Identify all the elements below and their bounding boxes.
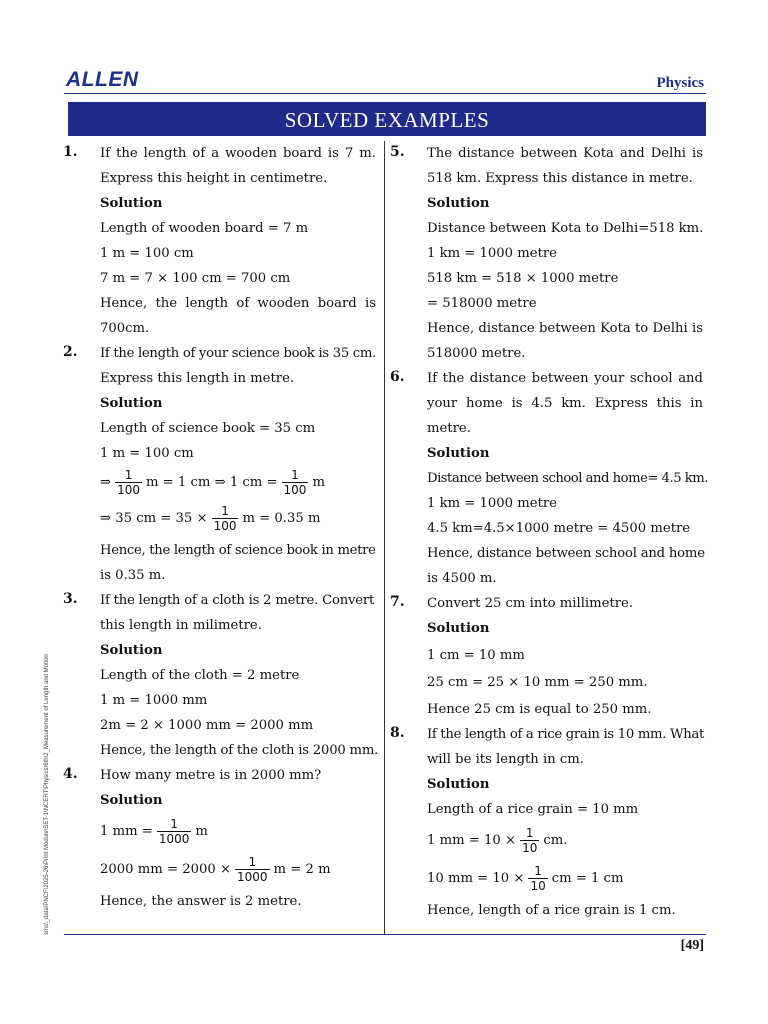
solution-heading: Solution bbox=[100, 793, 163, 808]
question-4 bbox=[63, 763, 376, 914]
solution-heading: Solution bbox=[427, 621, 490, 636]
implies-text: ⇒ bbox=[100, 475, 112, 490]
solution-heading: Solution bbox=[100, 196, 163, 211]
question-3 bbox=[63, 588, 379, 763]
subject-label: Physics bbox=[656, 75, 704, 91]
question-text: this length in milimetre. bbox=[100, 618, 262, 633]
footer-divider bbox=[64, 934, 706, 935]
fraction bbox=[157, 817, 192, 846]
step-text: m = 0.35 m bbox=[242, 511, 321, 526]
question-text: If the length of your science book is 35 cm. bbox=[100, 346, 376, 361]
header-divider bbox=[64, 93, 706, 94]
question-7 bbox=[390, 591, 703, 722]
solution-step: Hence, the length of the cloth is 2000 mm. bbox=[100, 743, 379, 758]
right-column bbox=[390, 141, 708, 923]
left-column bbox=[63, 141, 379, 914]
solution-step: Distance between school and home= 4.5 km. bbox=[427, 471, 708, 486]
solution-step bbox=[100, 851, 376, 889]
solution-heading: Solution bbox=[427, 777, 490, 792]
solution-step: Hence, length of a rice grain is 1 cm. bbox=[427, 903, 676, 918]
solution-step: 2m = 2 × 1000 mm = 2000 mm bbox=[100, 718, 314, 733]
numerator: 1 bbox=[248, 855, 257, 869]
solution-step: 4.5 km=4.5×1000 metre = 4500 metre bbox=[427, 521, 691, 536]
denominator: 100 bbox=[213, 519, 237, 533]
question-5 bbox=[390, 141, 703, 366]
question-number: 2. bbox=[63, 344, 78, 360]
numerator: 1 bbox=[525, 826, 534, 840]
step-text: cm. bbox=[543, 833, 568, 848]
question-text: 518 km. Express this distance in metre. bbox=[427, 171, 693, 186]
question-number: 8. bbox=[390, 725, 405, 741]
solution-step bbox=[427, 822, 703, 860]
fraction bbox=[212, 504, 239, 533]
solution-step bbox=[100, 466, 376, 500]
question-1 bbox=[63, 141, 376, 341]
step-text: 1 mm = bbox=[100, 824, 153, 839]
question-number: 3. bbox=[63, 591, 78, 607]
question-text: If the distance between your school and bbox=[427, 371, 703, 386]
step-text: ⇒ 35 cm = 35 × bbox=[100, 511, 208, 526]
solution-step bbox=[100, 813, 376, 851]
question-text: If the length of a wooden board is 7 m. bbox=[100, 146, 376, 161]
solution-step: Length of science book = 35 cm bbox=[100, 421, 316, 436]
solution-step: Hence, distance between school and home bbox=[427, 546, 705, 561]
numerator: 1 bbox=[534, 864, 542, 878]
solution-step: is 4500 m. bbox=[427, 571, 497, 586]
solution-step: Length of the cloth = 2 metre bbox=[100, 668, 300, 683]
solution-step: Hence, the length of wooden board is bbox=[100, 296, 376, 311]
question-2 bbox=[63, 341, 376, 588]
solution-step: 1 m = 100 cm bbox=[100, 446, 194, 461]
denominator: 10 bbox=[522, 841, 538, 855]
step-text: 2000 mm = 2000 × bbox=[100, 862, 231, 877]
solution-step: Hence 25 cm is equal to 250 mm. bbox=[427, 702, 652, 717]
solution-step: 1 km = 1000 metre bbox=[427, 496, 557, 511]
fraction bbox=[528, 864, 547, 893]
solution-step: Hence, the length of science book in metre bbox=[100, 543, 376, 558]
denominator: 100 bbox=[283, 483, 307, 497]
question-number: 6. bbox=[390, 369, 405, 385]
solution-step: Length of a rice grain = 10 mm bbox=[427, 802, 639, 817]
question-text: Convert 25 cm into millimetre. bbox=[427, 596, 634, 611]
numerator: 1 bbox=[124, 468, 133, 482]
solution-heading: Solution bbox=[427, 196, 490, 211]
question-text: your home is 4.5 km. Express this in bbox=[427, 396, 703, 411]
solution-step: Hence, the answer is 2 metre. bbox=[100, 894, 302, 909]
question-8 bbox=[390, 722, 703, 923]
question-text: Express this length in metre. bbox=[100, 371, 295, 386]
solution-step: 1 m = 1000 mm bbox=[100, 693, 208, 708]
question-6 bbox=[390, 366, 708, 591]
solution-heading: Solution bbox=[100, 643, 163, 658]
solution-step: Distance between Kota to Delhi=518 km. bbox=[427, 221, 704, 236]
solution-heading: Solution bbox=[100, 396, 163, 411]
solution-step: 518000 metre. bbox=[427, 346, 526, 361]
step-text: 10 mm = 10 × bbox=[427, 871, 525, 886]
solution-step: 25 cm = 25 × 10 mm = 250 mm. bbox=[427, 675, 648, 690]
page-number: [49] bbox=[680, 938, 704, 953]
question-text: Express this height in centimetre. bbox=[100, 171, 328, 186]
numerator: 1 bbox=[221, 504, 229, 518]
question-text: If the length of a rice grain is 10 mm. What bbox=[427, 727, 705, 742]
fraction bbox=[235, 855, 270, 884]
question-text: If the length of a cloth is 2 metre. Convert bbox=[100, 593, 375, 608]
question-number: 7. bbox=[390, 594, 405, 610]
column-divider bbox=[384, 141, 385, 934]
question-number: 5. bbox=[390, 144, 405, 160]
section-banner: SOLVED EXAMPLES bbox=[68, 102, 706, 136]
step-text: m = 1 cm ⇒ 1 cm = bbox=[145, 475, 278, 490]
solution-step: = 518000 metre bbox=[427, 296, 537, 311]
solution-step: 1 m = 100 cm bbox=[100, 246, 194, 261]
solution-step: Length of wooden board = 7 m bbox=[100, 221, 309, 236]
solution-step: 518 km = 518 × 1000 metre bbox=[427, 271, 619, 286]
allen-logo: ALLEN bbox=[66, 68, 139, 91]
solution-step bbox=[427, 860, 703, 898]
question-text: The distance between Kota and Delhi is bbox=[427, 146, 703, 161]
step-text: cm = 1 cm bbox=[551, 871, 624, 886]
solution-step bbox=[100, 500, 376, 538]
denominator: 10 bbox=[530, 879, 546, 893]
question-number: 4. bbox=[63, 766, 78, 782]
step-text: m bbox=[195, 824, 208, 839]
denominator: 1000 bbox=[158, 832, 190, 846]
fraction bbox=[115, 468, 142, 497]
solution-step: Hence, distance between Kota to Delhi is bbox=[427, 321, 703, 336]
solution-step: 1 cm = 10 mm bbox=[427, 648, 525, 663]
fraction bbox=[282, 468, 309, 497]
fraction bbox=[520, 826, 539, 855]
step-text: m bbox=[312, 475, 325, 490]
solution-step: 1 km = 1000 metre bbox=[427, 246, 557, 261]
side-file-path: sms\_data\PNCF\2025-26\Print Module\SET-1\NCERT\Physics\6th\2_Measurement of Length and Motion bbox=[44, 654, 50, 935]
step-text: 1 mm = 10 × bbox=[427, 833, 517, 848]
question-number: 1. bbox=[63, 144, 78, 160]
solution-step: 7 m = 7 × 100 cm = 700 cm bbox=[100, 271, 291, 286]
solution-step: is 0.35 m. bbox=[100, 568, 166, 583]
solution-heading: Solution bbox=[427, 446, 490, 461]
question-text: will be its length in cm. bbox=[427, 752, 584, 767]
question-text: How many metre is in 2000 mm? bbox=[100, 768, 322, 783]
numerator: 1 bbox=[291, 468, 299, 482]
numerator: 1 bbox=[170, 817, 178, 831]
question-text: metre. bbox=[427, 421, 471, 436]
solution-step: 700cm. bbox=[100, 321, 150, 336]
denominator: 1000 bbox=[237, 870, 268, 884]
step-text: m = 2 m bbox=[273, 862, 331, 877]
denominator: 100 bbox=[117, 483, 140, 497]
